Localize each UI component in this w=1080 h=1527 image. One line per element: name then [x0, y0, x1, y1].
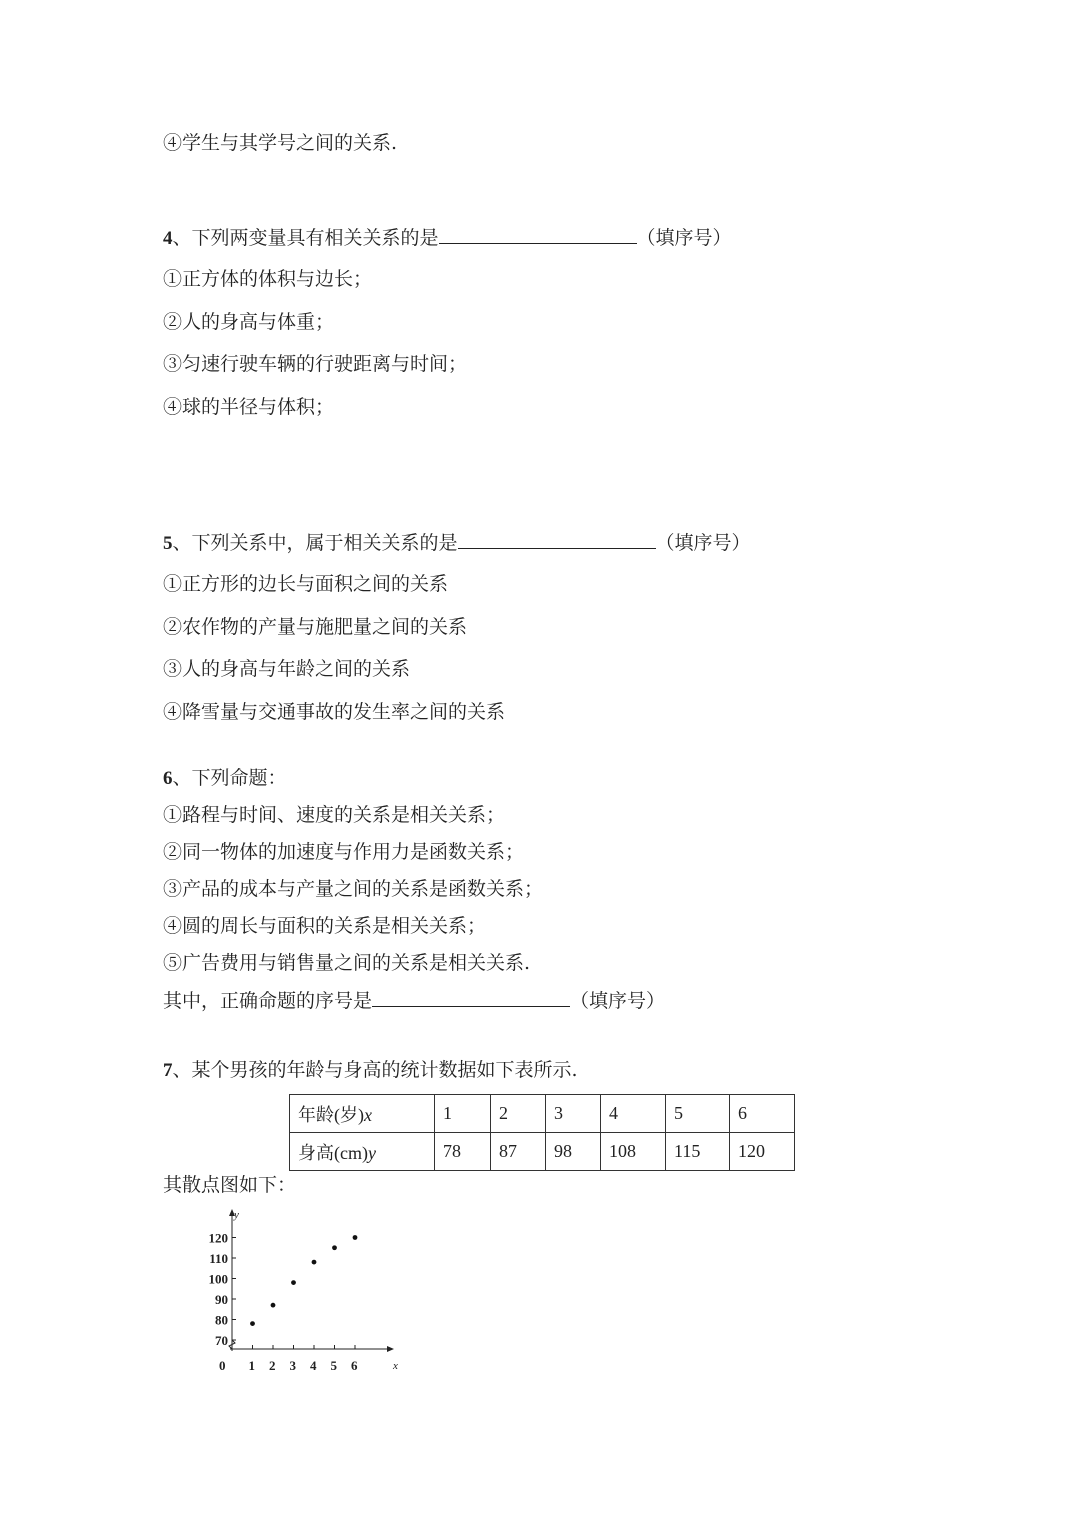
q5-suffix: （填序号） [655, 532, 751, 554]
scatter-plot [195, 1205, 410, 1375]
q5-stem-text: 、下列关系中，属于相关关系的是 [172, 532, 458, 554]
data-point [312, 1260, 317, 1265]
y-tick-label: 90 [215, 1292, 228, 1307]
q5-option-3: ③人的身高与年龄之间的关系 [163, 658, 411, 680]
origin-label: 0 [219, 1358, 226, 1373]
q5-option-2: ②农作物的产量与施肥量之间的关系 [163, 616, 468, 638]
x-tick-label: 1 [248, 1358, 255, 1373]
data-point [271, 1303, 276, 1308]
x-tick-label: 6 [351, 1358, 358, 1373]
q4-option-3: ③匀速行驶车辆的行驶距离与时间； [163, 353, 468, 375]
x-axis-arrow [387, 1346, 394, 1352]
table-header-age: 年龄(岁)x [290, 1095, 435, 1133]
q4-stem [163, 225, 732, 251]
q4-number: 4 [163, 228, 173, 249]
q5-answer-blank[interactable] [458, 530, 656, 549]
q4-answer-blank[interactable] [439, 225, 637, 244]
x-tick-label: 4 [310, 1358, 317, 1373]
q4-stem-text: 、下列两变量具有相关关系的是 [172, 227, 439, 249]
table-cell: 98 [546, 1133, 601, 1171]
y-tick-label: 120 [208, 1230, 228, 1246]
q6-stem-text: 、下列命题： [172, 767, 287, 789]
table-cell: 3 [546, 1095, 601, 1133]
q7-stem [163, 1058, 578, 1083]
x-tick-label: 2 [269, 1358, 276, 1373]
q6-suffix: （填序号） [570, 990, 666, 1012]
q4-option-1: ①正方体的体积与边长； [163, 268, 373, 290]
q6-option-2: ②同一物体的加速度与作用力是函数关系； [163, 841, 525, 863]
table-cell: 78 [435, 1133, 491, 1171]
q3-option-4: ④学生与其学号之间的关系. [163, 132, 398, 154]
q6-number: 6 [163, 768, 173, 789]
table-cell: 4 [601, 1095, 666, 1133]
data-point [250, 1321, 255, 1326]
q6-option-5: ⑤广告费用与销售量之间的关系是相关关系. [163, 952, 531, 974]
q7-number: 7 [163, 1060, 173, 1081]
y-axis-label: y [234, 1209, 239, 1221]
y-tick-label: 80 [215, 1312, 228, 1328]
q6-option-3: ③产品的成本与产量之间的关系是函数关系； [163, 878, 544, 900]
q6-option-4: ④圆的周长与面积的关系是相关关系； [163, 915, 487, 937]
scatter-caption: 其散点图如下： [163, 1174, 297, 1196]
table-cell: 120 [730, 1133, 795, 1171]
data-point [332, 1245, 337, 1250]
q5-option-1: ①正方形的边长与面积之间的关系 [163, 573, 449, 595]
q6-conclusion [163, 988, 665, 1013]
x-axis-label: x [393, 1360, 398, 1372]
table-header-height: 身高(cm)y [290, 1133, 435, 1171]
x-tick-label: 5 [330, 1358, 337, 1373]
y-tick-label: 110 [209, 1251, 228, 1266]
table-row-height [290, 1133, 795, 1171]
table-cell: 5 [666, 1095, 730, 1133]
x-tick-label: 3 [289, 1358, 296, 1373]
y-tick-label: 70 [215, 1333, 228, 1348]
table-cell: 87 [491, 1133, 546, 1171]
q6-conclusion-text: 其中，正确命题的序号是 [163, 990, 373, 1012]
data-point [291, 1280, 296, 1285]
q7-stem-text: 、某个男孩的年龄与身高的统计数据如下表所示. [172, 1059, 578, 1081]
age-height-table [289, 1094, 795, 1171]
q5-stem [163, 530, 751, 556]
q6-option-1: ①路程与时间、速度的关系是相关关系； [163, 804, 506, 826]
table-row-age [290, 1095, 795, 1133]
q6-stem [163, 766, 287, 791]
table-cell: 1 [435, 1095, 491, 1133]
y-tick-label: 100 [208, 1271, 228, 1287]
data-point [353, 1235, 358, 1240]
q4-option-2: ②人的身高与体重； [163, 311, 335, 333]
table-cell: 108 [601, 1133, 666, 1171]
q5-number: 5 [163, 533, 173, 554]
table-cell: 6 [730, 1095, 795, 1133]
table-cell: 2 [491, 1095, 546, 1133]
q5-option-4: ④降雪量与交通事故的发生率之间的关系 [163, 701, 506, 723]
q6-answer-blank[interactable] [372, 988, 570, 1007]
q4-option-4: ④球的半径与体积； [163, 396, 335, 418]
q4-suffix: （填序号） [636, 227, 732, 249]
table-cell: 115 [666, 1133, 730, 1171]
